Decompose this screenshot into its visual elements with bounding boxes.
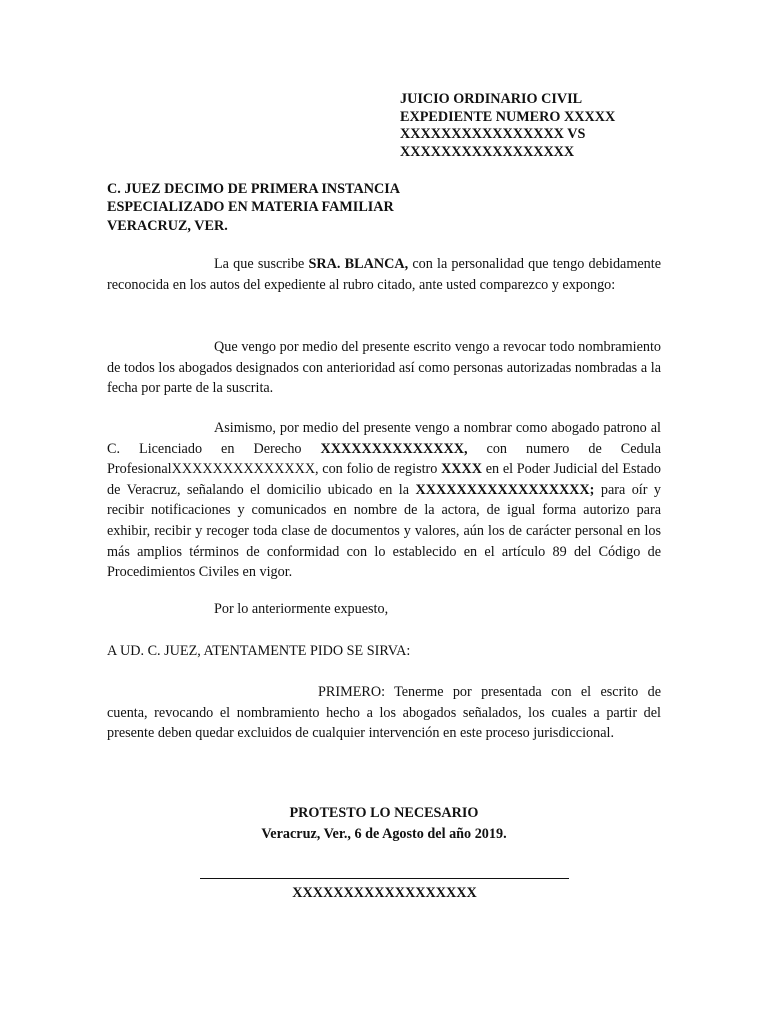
closing-date: Veracruz, Ver., 6 de Agosto del año 2019. — [261, 826, 507, 842]
paragraph-text: con numero de Cedula ProfesionalXXXXXXXXXXXXXX, con folio de registro — [107, 440, 661, 478]
case-parties-1: XXXXXXXXXXXXXXXX VS — [400, 126, 586, 143]
case-caption — [400, 91, 740, 162]
paragraph-first-point — [107, 682, 661, 744]
case-parties-2: XXXXXXXXXXXXXXXXX — [400, 144, 575, 161]
addressee-line-3: VERACRUZ, VER. — [107, 217, 228, 234]
paragraph-text: Por lo anteriormente expuesto, — [214, 601, 389, 617]
paragraph-transition — [107, 599, 661, 620]
paragraph-appointment — [107, 418, 661, 583]
addressee — [107, 180, 707, 235]
paragraph-text: A UD. C. JUEZ, ATENTAMENTE PIDO SE SIRVA: — [107, 643, 411, 659]
signatory-name: SRA. BLANCA, — [308, 256, 409, 272]
addressee-line-1: C. JUEZ DECIMO DE PRIMERA INSTANCIA — [107, 181, 400, 197]
paragraph-text: para oír y recibir notificaciones y comunicados en nombre de la actora, de igual forma autorizo para exhibir, recibir y recoger toda clase de documentos y valores, aún los de carácter personal en los más amplios términos de conformidad con lo establecido en el artículo 89 del Código de Procedimientos Civiles en vigor. — [107, 481, 661, 581]
signature-name: XXXXXXXXXXXXXXXXXX — [292, 885, 477, 901]
paragraph-text: La que suscribe — [214, 256, 309, 272]
paragraph-text: en el Poder Judicial del Estado de Veracruz, señalando el domicilio ubicado en la — [107, 461, 661, 498]
paragraph-text: Que vengo por medio del presente escrito vengo a revocar todo nombramiento de todos los abogados designados con anterioridad así como personas autorizadas nombradas a la fecha por parte de la suscrita. — [107, 339, 661, 397]
case-type: JUICIO ORDINARIO CIVIL — [400, 91, 583, 107]
paragraph-text: con la personalidad que tengo debidamente reconocida en los autos del expediente al rubro citado, ante usted comparezco y expongo: — [107, 256, 661, 293]
lawyer-name: XXXXXXXXXXXXXX, — [320, 440, 468, 457]
case-number: EXPEDIENTE NUMERO XXXXX — [400, 108, 616, 125]
closing — [107, 803, 661, 845]
registry-folio: XXXX — [441, 461, 483, 478]
paragraph-request — [107, 641, 661, 662]
paragraph-text: Asimismo, por medio del presente vengo a nombrar como abogado patrono al C. Licenciado en Derecho — [107, 420, 661, 457]
address: XXXXXXXXXXXXXXXXX; — [415, 481, 595, 498]
signature-line — [200, 878, 569, 879]
addressee-line-2: ESPECIALIZADO EN MATERIA FAMILIAR — [107, 199, 394, 216]
paragraph-text: PRIMERO: Tenerme por presentada con el escrito de cuenta, revocando el nombramiento hecho a los abogados señalados, los cuales a partir del presente deben quedar excluidos de cualquier intervención en este proceso jurisdiccional. — [107, 684, 661, 742]
closing-protest: PROTESTO LO NECESARIO — [289, 805, 479, 821]
paragraph-revocation — [107, 337, 661, 399]
paragraph-introduction — [107, 254, 661, 295]
